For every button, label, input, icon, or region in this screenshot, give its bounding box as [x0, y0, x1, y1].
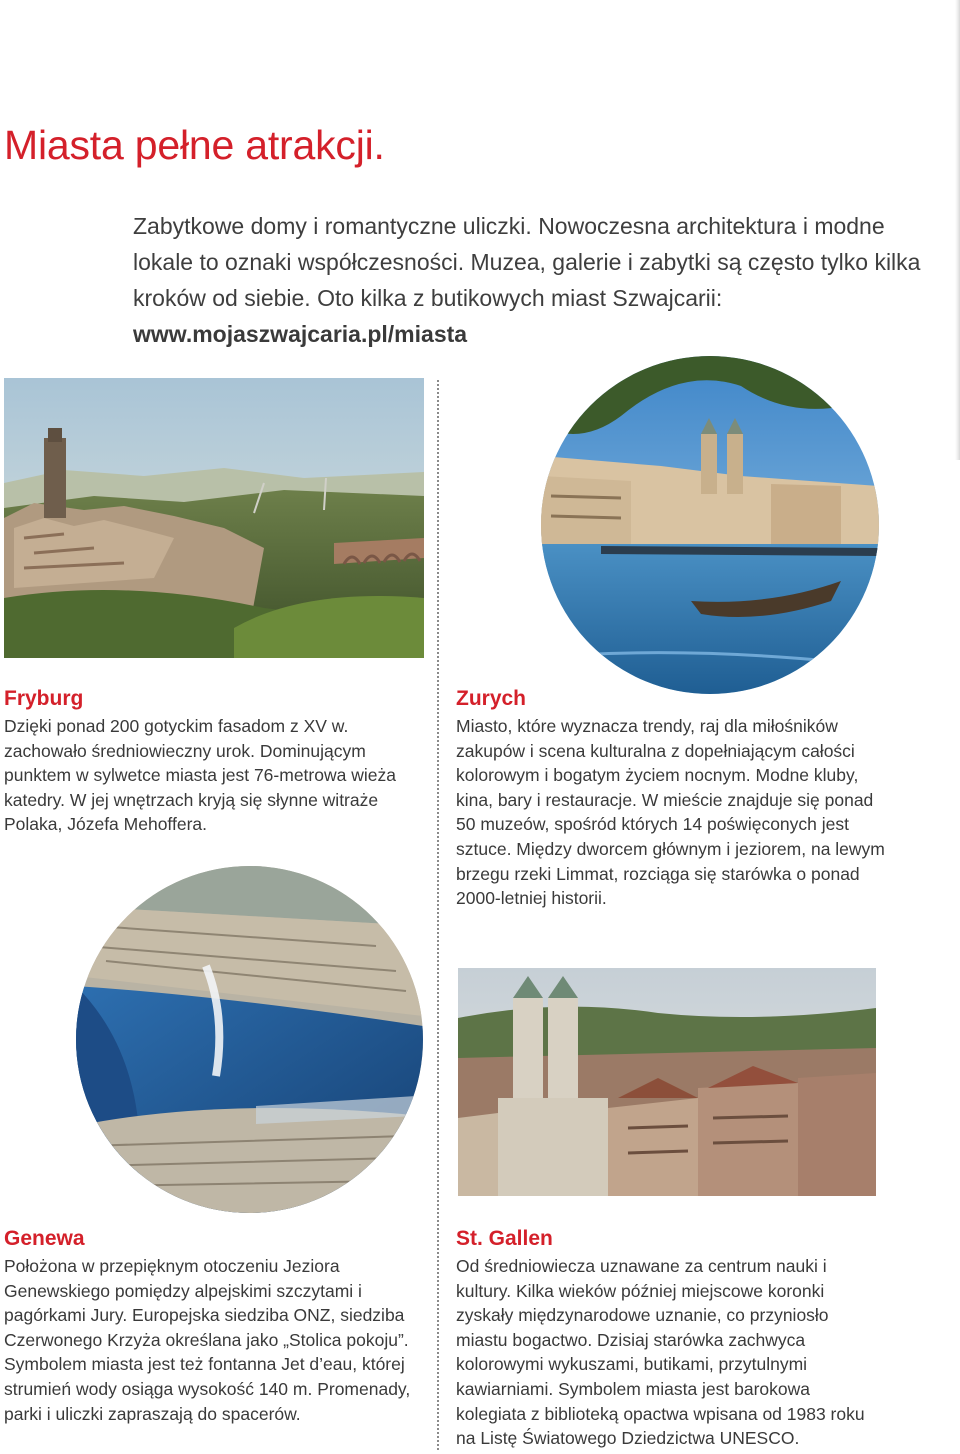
city-fryburg-description: Dzięki ponad 200 gotyckim fasadom z XV w. zachowało średniowieczny urok. Dominującym punktem w sylwetce miasta jest 76-metrowa wieża katedry. W jej wnętrzach kryją się słynne witraże Polaka, Józefa Mehoffera. [4, 716, 396, 835]
intro-link[interactable]: www.mojaszwajcaria.pl/miasta [133, 321, 468, 347]
city-fryburg [4, 686, 424, 837]
city-stgallen-name: St. Gallen [456, 1227, 553, 1250]
city-zurych-name: Zurych [456, 687, 527, 710]
city-fryburg-name: Fryburg [4, 687, 84, 710]
city-genewa [4, 1226, 429, 1426]
page-edge-shadow [955, 0, 960, 460]
stgallen-photo [458, 968, 876, 1196]
column-divider [437, 380, 439, 1450]
fryburg-photo [4, 378, 424, 658]
city-zurych [456, 686, 886, 911]
intro-text: Zabytkowe domy i romantyczne uliczki. Nowoczesna architektura i modne lokale to oznaki współczesności. Muzea, galerie i zabytki są często tylko kilka kroków od siebie. Oto kilka z butikowych miast Szwajcarii: [133, 213, 921, 311]
intro-paragraph [133, 208, 933, 352]
city-stgallen [456, 1226, 881, 1451]
city-genewa-name: Genewa [4, 1227, 85, 1250]
page-title: Miasta pełne atrakcji. [4, 122, 385, 168]
city-zurych-description: Miasto, które wyznacza trendy, raj dla miłośników zakupów i scena kulturalna z dopełniającym całości kolorowym i bogatym życiem nocnym. Modne kluby, kina, bary i restauracje. W mieście znajduje się ponad 50 muzeów, spośród których 14 poświęconych jest sztuce. Między dworcem głównym i jeziorem, na lewym brzegu rzeki Limmat, rozciąga się starówka o ponad 2000-letniej historii. [456, 716, 885, 909]
zurych-photo [541, 356, 879, 694]
city-stgallen-description: Od średniowiecza uznawane za centrum nauki i kultury. Kilka wieków później miejscowe koronki zyskały międzynarodowe uznanie, co przyniosło miastu bogactwo. Dzisiaj starówka zachwyca kolorowymi wykuszami, butikami, przytulnymi kawiarniami. Symbolem miasta jest barokowa kolegiata z biblioteką opactwa wpisana od 1983 roku na Listę Światowego Dziedzictwa UNESCO. [456, 1256, 865, 1449]
city-genewa-description: Położona w przepięknym otoczeniu Jeziora Genewskiego pomiędzy alpejskimi szczytami i pagórkami Jury. Europejska siedziba ONZ, siedziba Czerwonego Krzyża określana jako „Stolica pokoju”. Symbolem miasta jest też fontanna Jet d’eau, której strumień wody osiąga wysokość 140 m. Promenady, parki i uliczki zapraszają do spacerów. [4, 1256, 411, 1424]
genewa-photo [76, 866, 423, 1213]
